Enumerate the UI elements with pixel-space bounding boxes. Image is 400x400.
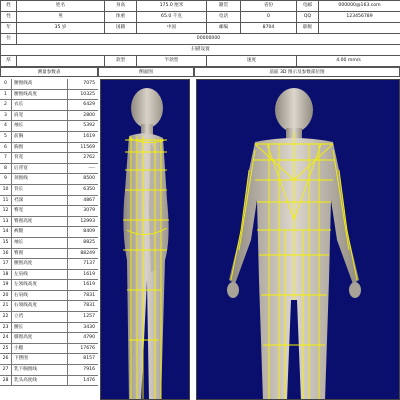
info-cell: 住 xyxy=(1,34,17,45)
measurement-name: 臀围高度 xyxy=(12,217,68,227)
measurement-row xyxy=(0,344,98,355)
measurement-row xyxy=(0,238,98,249)
info-cell: 姓名 xyxy=(17,1,105,12)
info-cell: 000000@163.com xyxy=(319,1,400,12)
customer-info-table xyxy=(0,0,400,67)
measurement-value: 5392 xyxy=(83,123,95,129)
measurement-row xyxy=(0,259,98,270)
measurement-name: 后背宽 xyxy=(12,164,68,174)
measurement-name: 颈围线 xyxy=(12,174,68,184)
info-cell: 年 xyxy=(1,23,17,34)
measurement-name: 衣长 xyxy=(12,100,68,110)
info-cell: 体重 xyxy=(105,12,137,23)
measurement-name: 胸围 xyxy=(12,143,68,153)
measurement-row xyxy=(0,323,98,334)
measurement-name: 腰围线高 xyxy=(12,79,68,89)
measurement-value: 1619 xyxy=(83,271,95,277)
measurement-row xyxy=(0,196,98,207)
measurement-index: 27 xyxy=(0,365,12,375)
measurement-name: 背宽 xyxy=(12,153,68,163)
measurement-value: 12993 xyxy=(80,218,95,224)
measurement-index: 13 xyxy=(0,217,12,227)
info-cell: 邮编 xyxy=(207,23,241,34)
measurement-index: 26 xyxy=(0,354,12,364)
measurement-name: 裤腿 xyxy=(12,227,68,237)
measurement-row xyxy=(0,79,98,90)
measurement-value: 1257 xyxy=(83,314,95,320)
measurement-index: 3 xyxy=(0,111,12,121)
measurement-index: 20 xyxy=(0,291,12,301)
measurement-index: 25 xyxy=(0,344,12,354)
info-row-4 xyxy=(1,34,400,45)
measurement-row xyxy=(0,111,98,122)
measurement-index: 8 xyxy=(0,164,12,174)
measurement-row xyxy=(0,121,98,132)
info-cell xyxy=(17,56,105,67)
front-view-header: 前面 3D 图示及参数部位图 xyxy=(194,67,400,77)
measurement-name: 乳头高度线 xyxy=(12,376,68,386)
info-row-3 xyxy=(1,23,400,34)
address-value: 00000000 xyxy=(17,34,400,45)
measurement-row xyxy=(0,132,98,143)
info-cell: 厚 xyxy=(1,56,17,67)
info-cell: 电话 xyxy=(207,12,241,23)
measurement-name: 右领线高度 xyxy=(12,301,68,311)
measurement-name: 背长 xyxy=(12,185,68,195)
measurement-value: 3430 xyxy=(83,324,95,330)
measurement-value: 8157 xyxy=(83,356,95,362)
measurement-index: 0 xyxy=(0,79,12,89)
measurement-index: 7 xyxy=(0,153,12,163)
measurement-value: 7831 xyxy=(83,292,95,298)
measurement-value: 4867 xyxy=(83,197,95,203)
measurement-name: 裆深 xyxy=(12,196,68,206)
measurement-value: ---- xyxy=(88,165,95,171)
info-cell: 123456789 xyxy=(319,12,400,23)
measurement-value: 17676 xyxy=(80,345,95,351)
measurement-value: 7916 xyxy=(83,367,95,373)
measurement-index: 24 xyxy=(0,333,12,343)
measurement-row xyxy=(0,227,98,238)
measurement-name: 乳下胸围线 xyxy=(12,365,68,375)
info-cell: 姓 xyxy=(1,1,17,12)
measurement-value: 3079 xyxy=(83,208,95,214)
measurement-row xyxy=(0,333,98,344)
measurement-row xyxy=(0,354,98,365)
info-cell: 35 岁 xyxy=(17,23,105,34)
info-cell: 国籍 xyxy=(105,23,137,34)
measurement-index: 18 xyxy=(0,270,12,280)
measurement-name: 臀围 xyxy=(12,249,68,259)
info-cell: 省份 xyxy=(241,1,297,12)
measurement-row xyxy=(0,291,98,302)
measurement-value: 6350 xyxy=(83,186,95,192)
info-cell xyxy=(319,23,400,34)
info-row-6 xyxy=(1,56,400,67)
measurement-row xyxy=(0,153,98,164)
measurement-name: 右肩线 xyxy=(12,291,68,301)
measurement-row xyxy=(0,185,98,196)
measurement-index: 22 xyxy=(0,312,12,322)
measurement-row xyxy=(0,143,98,154)
front-view-panel xyxy=(196,79,400,400)
measurement-name: 腰围高度 xyxy=(12,259,68,269)
info-cell: 8704 xyxy=(241,23,297,34)
measurement-row xyxy=(0,90,98,101)
info-cell: 电邮 xyxy=(297,1,319,12)
measurement-name: 袖长 xyxy=(12,121,68,131)
info-cell: 籍贯 xyxy=(207,1,241,12)
measurement-row xyxy=(0,100,98,111)
front-body-figure xyxy=(197,80,400,400)
measurement-index: 2 xyxy=(0,100,12,110)
measurement-name: 膝围高度 xyxy=(12,333,68,343)
measurement-row xyxy=(0,280,98,291)
measurement-value: 8500 xyxy=(83,176,95,182)
measurement-row xyxy=(0,217,98,228)
measurement-index: 21 xyxy=(0,301,12,311)
side-view-header: 侧面图 xyxy=(98,67,194,77)
measurement-index: 17 xyxy=(0,259,12,269)
measurement-name: 肩宽 xyxy=(12,111,68,121)
list-header: 测量参数表 xyxy=(0,67,98,77)
measurement-value: 8409 xyxy=(83,229,95,235)
measurement-name: 左肩线 xyxy=(12,270,68,280)
measurement-row xyxy=(0,249,98,260)
measurement-name: 臀宽 xyxy=(12,206,68,216)
measurement-value: 2762 xyxy=(83,155,95,161)
measurement-index: 1 xyxy=(0,90,12,100)
measurement-value: 1619 xyxy=(83,133,95,139)
measurement-index: 16 xyxy=(0,249,12,259)
info-row-5 xyxy=(1,45,400,56)
measurement-index: 5 xyxy=(0,132,12,142)
measurement-row xyxy=(0,174,98,185)
measurement-row xyxy=(0,164,98,175)
measurement-index: 15 xyxy=(0,238,12,248)
info-cell: QQ xyxy=(297,12,319,23)
side-view-panel xyxy=(100,79,190,400)
measurement-value: 88249 xyxy=(80,250,95,256)
measurement-index: 28 xyxy=(0,376,12,386)
info-row-1 xyxy=(1,1,400,12)
measurement-name: 下摆围 xyxy=(12,354,68,364)
measurement-name: 腰围线高度 xyxy=(12,90,68,100)
measurement-row xyxy=(0,270,98,281)
measurement-value: 7137 xyxy=(83,261,95,267)
measurement-value: 11569 xyxy=(80,144,95,150)
measurement-value: 4790 xyxy=(83,335,95,341)
measurement-index: 11 xyxy=(0,196,12,206)
measurement-name: 前胸 xyxy=(12,132,68,142)
measurement-row xyxy=(0,206,98,217)
measurement-value: 1476 xyxy=(83,377,95,383)
measurement-list xyxy=(0,79,98,386)
measurement-index: 14 xyxy=(0,227,12,237)
measurement-index: 12 xyxy=(0,206,12,216)
measurement-row xyxy=(0,312,98,323)
measurement-value: 10325 xyxy=(80,91,95,97)
scan-settings-title: 扫描设置 xyxy=(1,45,400,56)
measurement-index: 6 xyxy=(0,143,12,153)
info-cell: 半款型 xyxy=(137,56,207,67)
info-cell: 男 xyxy=(17,12,105,23)
info-cell: 65.0 千克 xyxy=(137,12,207,23)
side-body-figure xyxy=(101,80,190,400)
measurement-name: 左领线高度 xyxy=(12,280,68,290)
measurement-index: 9 xyxy=(0,174,12,184)
measurement-row xyxy=(0,376,98,387)
measurement-index: 10 xyxy=(0,185,12,195)
info-cell: 4.00 mm/s xyxy=(297,56,400,67)
measurement-value: 7075 xyxy=(83,81,95,86)
info-cell: 175.0 厘米 xyxy=(137,1,207,12)
measurement-value: 6429 xyxy=(83,102,95,108)
measurement-name: 小腿 xyxy=(12,344,68,354)
measurement-value: 7831 xyxy=(83,303,95,309)
measurement-name: 腰长 xyxy=(12,323,68,333)
measurement-value: 2800 xyxy=(83,112,95,118)
measurement-value: 1619 xyxy=(83,282,95,288)
info-cell: 性 xyxy=(1,12,17,23)
section-headers xyxy=(0,67,400,77)
measurement-name: 袖长 xyxy=(12,238,68,248)
info-cell: 中国 xyxy=(137,23,207,34)
measurement-row xyxy=(0,301,98,312)
measurement-index: 23 xyxy=(0,323,12,333)
measurement-name: 立裆 xyxy=(12,312,68,322)
measurement-index: 19 xyxy=(0,280,12,290)
side-silhouette xyxy=(123,88,168,400)
info-row-2 xyxy=(1,12,400,23)
info-cell: 0 xyxy=(241,12,297,23)
info-cell: 职级 xyxy=(297,23,319,34)
measurement-index: 4 xyxy=(0,121,12,131)
measurement-row xyxy=(0,365,98,376)
info-cell: 速度 xyxy=(207,56,297,67)
measurement-value: 8825 xyxy=(83,239,95,245)
info-cell: 身高 xyxy=(105,1,137,12)
info-cell: 款型 xyxy=(105,56,137,67)
